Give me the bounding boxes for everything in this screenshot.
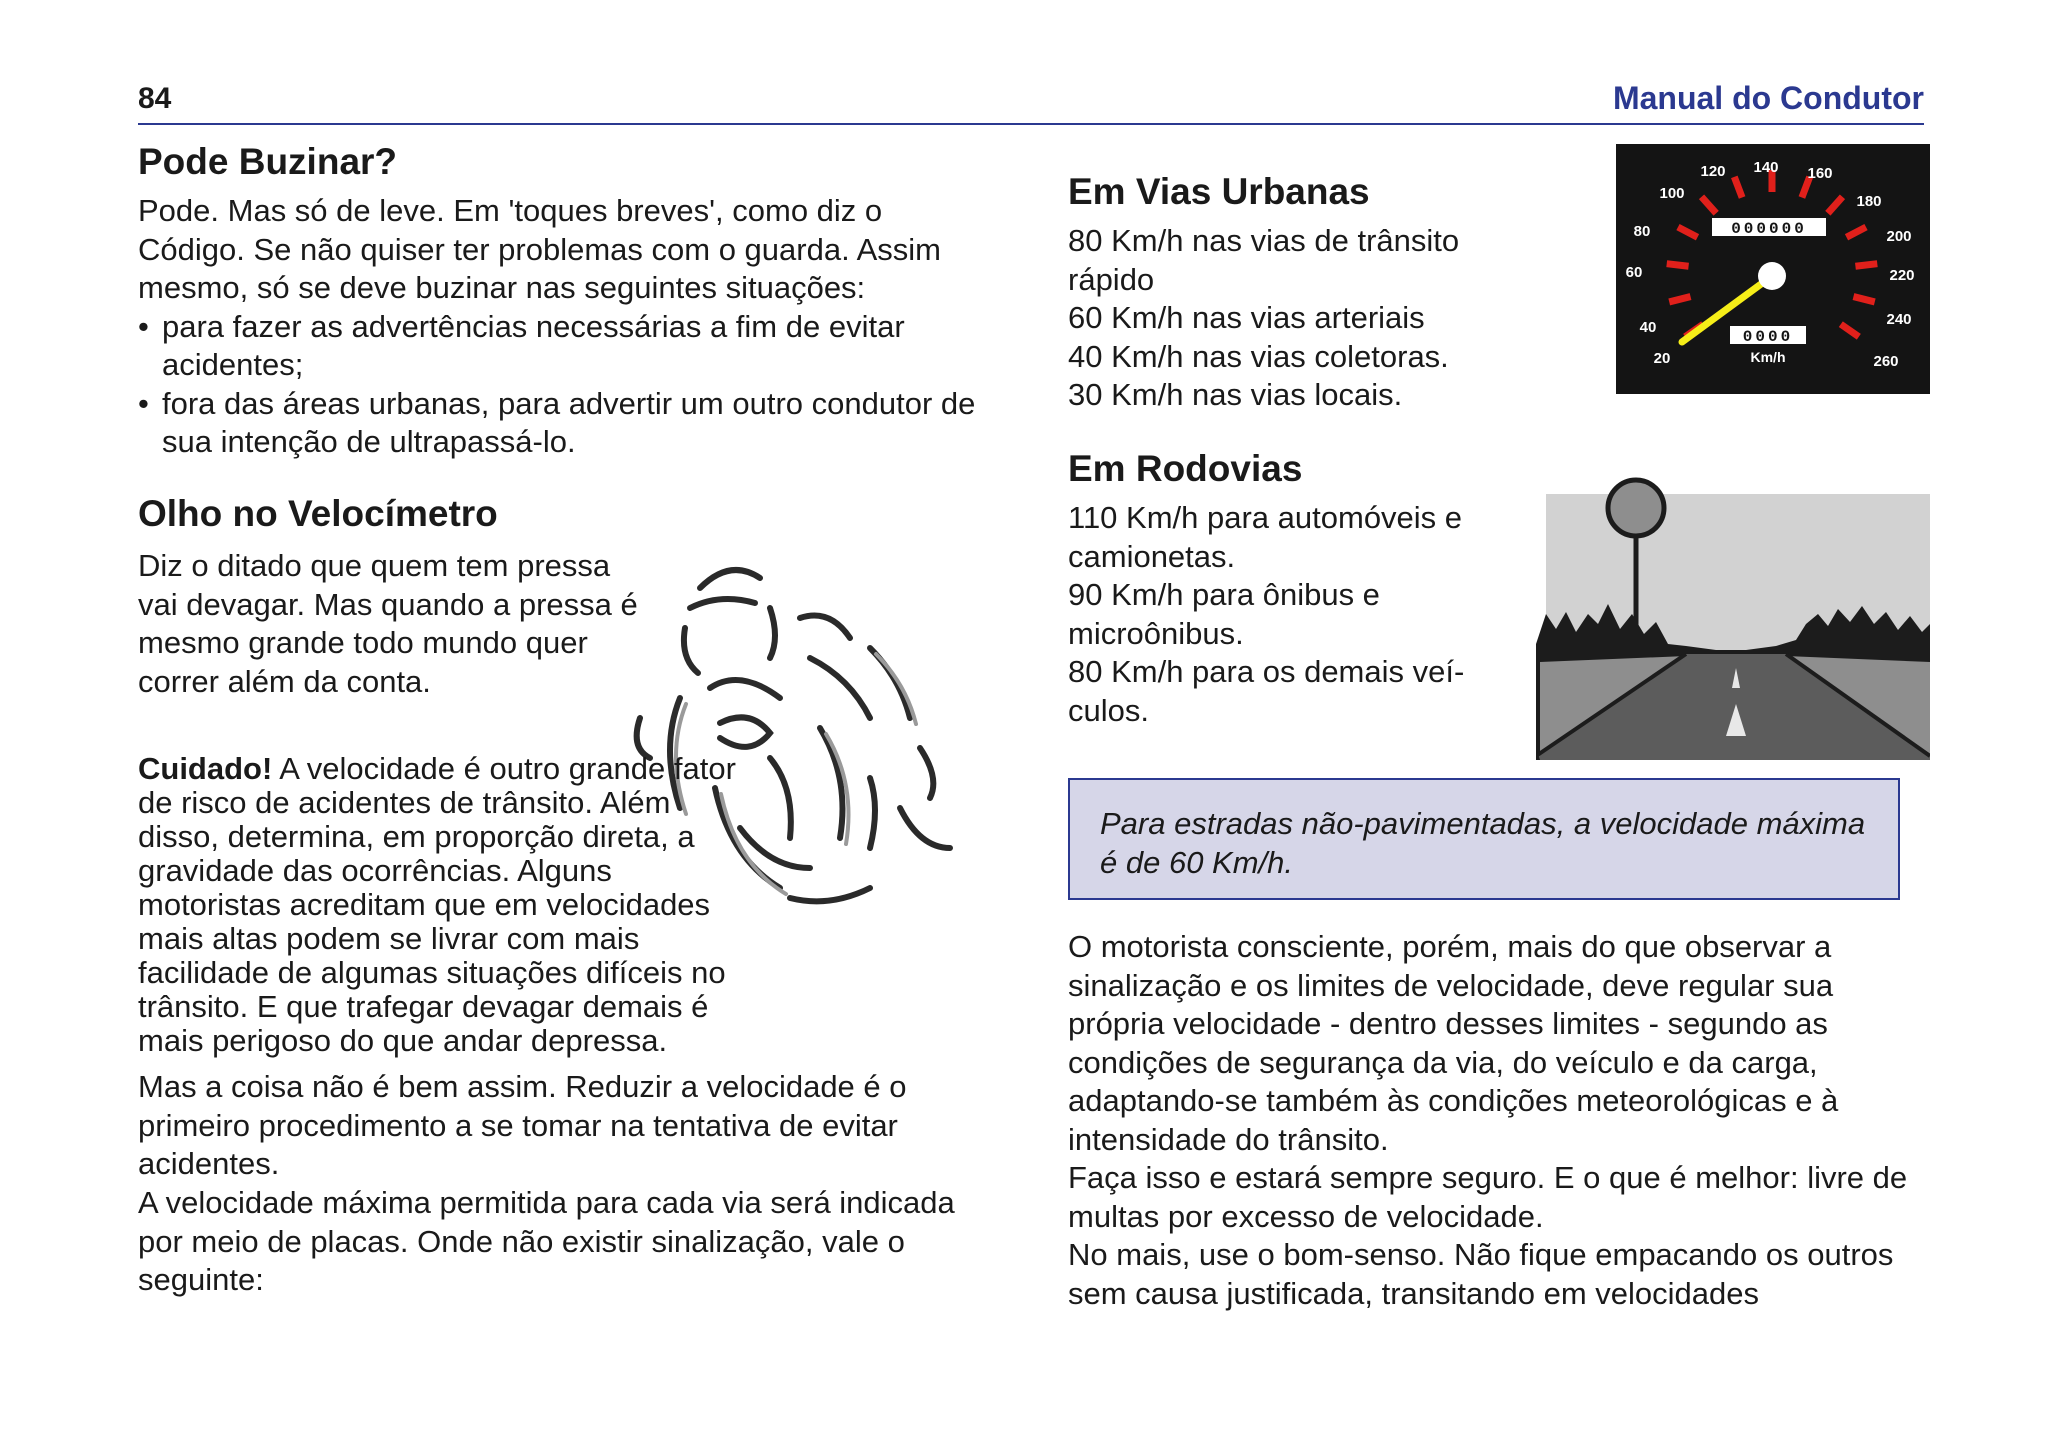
scale-label: 180 [1856, 193, 1882, 210]
velocimetro-para4: A velocidade máxima permitida para cada via será indicada por meio de placas. Onde não existir sinalização, vale o seguinte: [138, 1185, 955, 1297]
closing-para2: Faça isso e estará sempre seguro. E o que é melhor: livre de multas por excesso de velocidade. [1068, 1160, 1908, 1234]
scale-label: 260 [1873, 353, 1899, 370]
road-with-sign-icon [1536, 464, 1930, 760]
scale-label: 20 [1653, 350, 1671, 367]
buzinar-bullets [138, 308, 978, 462]
scale-label: 160 [1807, 165, 1833, 182]
list-item: 80 Km/h nas vias de trânsito rápido [1068, 223, 1460, 297]
list-item: 90 Km/h para ônibus e microônibus. [1068, 577, 1380, 651]
rodovias-list [1068, 499, 1498, 730]
speedometer-image [1616, 144, 1930, 394]
speed-unit: Km/h [1750, 349, 1786, 365]
scale-label: 120 [1700, 163, 1726, 180]
list-item: 80 Km/h para os demais veí-culos. [1068, 654, 1465, 728]
velocimetro-para3: Mas a coisa não é bem assim. Reduzir a velocidade é o primeiro procedimento a se tomar na tentativa de evitar acidentes. [138, 1069, 907, 1181]
scale-label: 200 [1886, 228, 1912, 245]
caution-text: A velocidade é outro grande fator de risco de acidentes de trânsito. Além disso, determina, em proporção direta, a gravidade das ocorrências. Alguns motoristas acreditam que em velocidades mais altas podem se livrar com mais facilidade de algumas situações difíceis no trânsito. E que trafegar devagar demais é mais perigoso do que andar depressa. [138, 751, 736, 1058]
list-item: • para fazer as advertências necessárias a fim de evitar acidentes; [138, 308, 978, 385]
list-item: 40 Km/h nas vias coletoras. [1068, 338, 1449, 374]
velocimetro-para1: Diz o ditado que quem tem pressa vai devagar. Mas quando a pressa é mesmo grande todo mundo quer correr além da conta. [138, 548, 638, 699]
buzinar-intro: Pode. Mas só de leve. Em 'toques breves', como diz o Código. Se não quiser ter problemas com o guarda. Assim mesmo, só se deve buzinar nas seguintes situações: [138, 193, 941, 305]
scale-label: 60 [1625, 264, 1643, 281]
closing-text [1068, 928, 1928, 1313]
buzinar-text [138, 192, 978, 462]
velocimetro-caution-start [138, 752, 738, 1058]
scale-label: 80 [1633, 223, 1651, 240]
section-title-rodovias: Em Rodovias [1068, 448, 1303, 489]
urbanas-list [1068, 222, 1508, 415]
scale-label: 140 [1753, 159, 1779, 176]
page-number: 84 [138, 82, 172, 115]
scale-label: 100 [1659, 185, 1685, 202]
scale-label: 240 [1886, 311, 1912, 328]
trip-value: 0000 [1742, 328, 1794, 346]
section-title-urbanas: Em Vias Urbanas [1068, 171, 1370, 212]
list-item: 60 Km/h nas vias arteriais [1068, 300, 1425, 335]
list-item: 110 Km/h para automóveis e camionetas. [1068, 500, 1463, 574]
list-item: 30 Km/h nas vias locais. [1068, 377, 1403, 412]
scale-label: 220 [1889, 267, 1915, 284]
list-item: • fora das áreas urbanas, para advertir um outro condutor de sua intenção de ultrapassá-lo. [138, 385, 978, 462]
header-rule [138, 123, 1924, 125]
scale-label: 40 [1639, 319, 1657, 336]
needle-hub [1758, 262, 1786, 290]
section-title-buzinar: Pode Buzinar? [138, 141, 398, 182]
speedometer-tick [1855, 264, 1877, 267]
speedometer-tick [1667, 264, 1689, 267]
odometer-value: 000000 [1731, 220, 1807, 238]
manual-title: Manual do Condutor [1612, 80, 1924, 116]
closing-para1: O motorista consciente, porém, mais do que observar a sinalização e os limites de velocidade, deve regular sua própria velocidade - dentro desses limites - segundo as condições de segurança da via, do veículo e da carga, adaptando-se também às condições meteorológicas e à intensidade do trânsito. [1068, 929, 1839, 1157]
caution-label: Cuidado! [138, 751, 273, 786]
section-title-velocimetro: Olho no Velocímetro [138, 493, 498, 534]
closing-para3: No mais, use o bom-senso. Não fique empacando os outros sem causa justificada, transitando em velocidades [1068, 1237, 1894, 1311]
note-text: Para estradas não-pavimentadas, a velocidade máxima é de 60 Km/h. [1100, 806, 1866, 880]
